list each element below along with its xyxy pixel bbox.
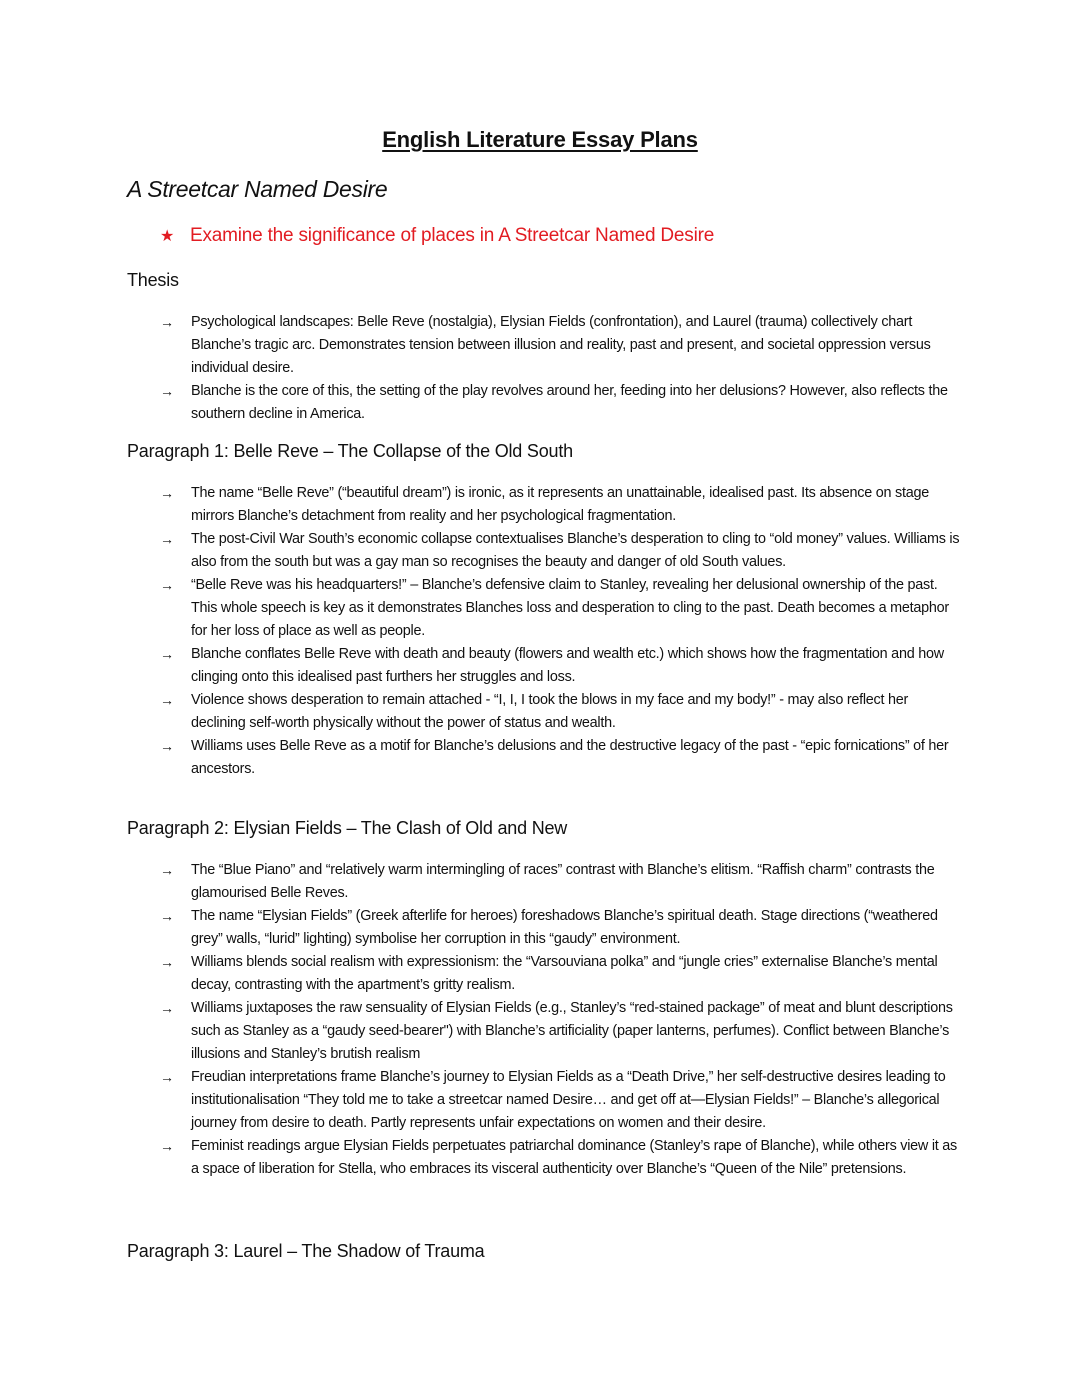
arrow-right-icon: → bbox=[160, 485, 174, 501]
list-item: → Blanche conflates Belle Reve with death and beauty (flowers and wealth etc.) which shows how the fragmentation and how clinging onto this idealised past furthers her struggles and loss. bbox=[160, 643, 960, 689]
list-item: → Freudian interpretations frame Blanche’s journey to Elysian Fields as a “Death Drive,” her self-destructive desires leading to institutionalisation “They told me to take a streetcar named Desire… and get off at—Elysian Fields!” – Blanche’s allegorical journey from desire to death. Partly represents unfair expectations on women and their desire. bbox=[160, 1066, 960, 1135]
list-item: → The name “Belle Reve” (“beautiful dream”) is ironic, as it represents an unattainable, idealised past. Its absence on stage mirrors Blanche’s detachment from reality and her psychological fragmentation. bbox=[160, 482, 960, 528]
list-item: → The name “Elysian Fields” (Greek afterlife for heroes) foreshadows Blanche’s spiritual death. Stage directions (“weathered grey” walls, “lurid” lighting) symbolise her corruption in this “gaudy” environment. bbox=[160, 905, 960, 951]
thesis-bullet-list bbox=[160, 311, 960, 426]
list-item: → Williams blends social realism with expressionism: the “Varsouviana polka” and “jungle cries” externalise Blanche’s mental decay, contrasting with the apartment’s gritty realism. bbox=[160, 951, 960, 997]
essay-question-text: Examine the significance of places in A Streetcar Named Desire bbox=[190, 225, 715, 246]
arrow-right-icon: → bbox=[160, 383, 174, 399]
arrow-right-icon: → bbox=[160, 577, 174, 593]
list-item: → Violence shows desperation to remain attached - “I, I, I took the blows in my face and my body!” - may also reflect her declining self-worth physically without the power of status and wealth. bbox=[160, 689, 960, 735]
arrow-right-icon: → bbox=[160, 531, 174, 547]
list-item: → Psychological landscapes: Belle Reve (nostalgia), Elysian Fields (confrontation), and Laurel (trauma) collectively chart Blanche’s tragic arc. Demonstrates tension between illusion and reality, past and present, and societal oppression versus individual desire. bbox=[160, 311, 960, 380]
list-item: → Williams juxtaposes the raw sensuality of Elysian Fields (e.g., Stanley’s “red-stained package” of meat and blunt descriptions such as Stanley as a “gaudy seed-bearer") with Blanche’s artificiality (paper lanterns, perfumes). Conflict between Blanche’s illusions and Stanley’s brutish realism bbox=[160, 997, 960, 1066]
arrow-right-icon: → bbox=[160, 692, 174, 708]
list-item: → “Belle Reve was his headquarters!” – Blanche’s defensive claim to Stanley, revealing her delusional ownership of the past. This whole speech is key as it demonstrates Blanches loss and desperation to cling to the past. Death becomes a metaphor for her loss of place as well as people. bbox=[160, 574, 960, 643]
list-item: → Feminist readings argue Elysian Fields perpetuates patriarchal dominance (Stanley’s rape of Blanche), while others view it as a space of liberation for Stella, who embraces its visceral authenticity over Blanche’s “Queen of the Nile” pretensions. bbox=[160, 1135, 960, 1181]
arrow-right-icon: → bbox=[160, 954, 174, 970]
list-item: → Williams uses Belle Reve as a motif for Blanche’s delusions and the destructive legacy of the past - “epic fornications” of her ancestors. bbox=[160, 735, 960, 781]
arrow-right-icon: → bbox=[160, 1000, 174, 1016]
arrow-right-icon: → bbox=[160, 646, 174, 662]
paragraph-2-bullet-list bbox=[160, 859, 960, 1181]
arrow-right-icon: → bbox=[160, 862, 174, 878]
section-heading-paragraph-2: Paragraph 2: Elysian Fields – The Clash of Old and New bbox=[127, 818, 568, 838]
arrow-right-icon: → bbox=[160, 314, 174, 330]
arrow-right-icon: → bbox=[160, 738, 174, 754]
paragraph-1-bullet-list bbox=[160, 482, 960, 781]
section-heading-paragraph-1: Paragraph 1: Belle Reve – The Collapse of the Old South bbox=[127, 441, 573, 461]
arrow-right-icon: → bbox=[160, 1138, 174, 1154]
book-title: A Streetcar Named Desire bbox=[127, 176, 388, 202]
section-heading-thesis: Thesis bbox=[127, 270, 179, 290]
section-heading-paragraph-3: Paragraph 3: Laurel – The Shadow of Trauma bbox=[127, 1241, 485, 1261]
list-item: → Blanche is the core of this, the setting of the play revolves around her, feeding into her delusions? However, also reflects the southern decline in America. bbox=[160, 380, 960, 426]
star-icon: ★ bbox=[160, 228, 175, 245]
essay-question bbox=[160, 225, 714, 247]
document-title: English Literature Essay Plans bbox=[382, 127, 698, 152]
arrow-right-icon: → bbox=[160, 908, 174, 924]
list-item: → The post-Civil War South’s economic collapse contextualises Blanche’s desperation to cling to “old money” values. Williams is also from the south but was a gay man so recognises the beauty and danger of old South values. bbox=[160, 528, 960, 574]
arrow-right-icon: → bbox=[160, 1069, 174, 1085]
list-item: → The “Blue Piano” and “relatively warm intermingling of races” contrast with Blanche’s elitism. “Raffish charm” contrasts the glamourised Belle Reves. bbox=[160, 859, 960, 905]
